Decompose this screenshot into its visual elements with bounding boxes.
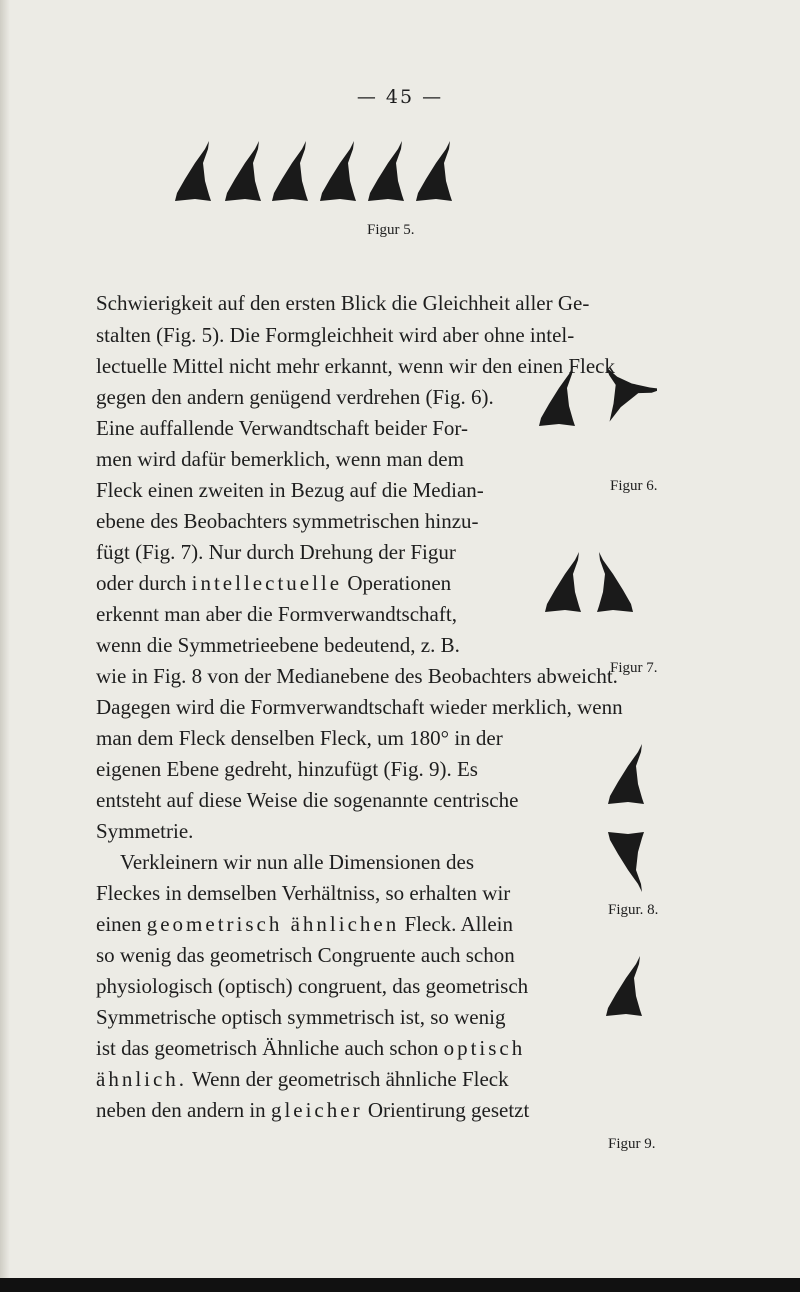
fig5-blot [272, 141, 308, 201]
emphasis-text: gleicher [270, 1098, 363, 1122]
text-line: erkennt man aber die Formverwandtschaft, [96, 602, 457, 626]
text-segment: Orientirung gesetzt [367, 1098, 530, 1122]
text-line: Dagegen wird die Formverwandtschaft wieder merklich, wenn [96, 695, 623, 719]
text-line [96, 909, 513, 939]
text-line: Symmetrische optisch symmetrisch ist, so wenig [96, 1005, 506, 1029]
text-line: gegen den andern genügend verdrehen (Fig. 6). [96, 385, 494, 409]
text-segment: neben den andern in [96, 1098, 266, 1122]
text-line: eigenen Ebene gedreht, hinzufügt (Fig. 9). Es [96, 757, 478, 781]
text-line: lectuelle Mittel nicht mehr erkannt, wenn wir den einen Fleck [96, 354, 615, 378]
text-line: Schwierigkeit auf den ersten Blick die Gleichheit aller Ge- [96, 291, 590, 315]
text-segment: einen [96, 912, 142, 936]
text-line: Fleckes in demselben Verhältniss, so erhalten wir [96, 881, 511, 905]
figure-8-caption: Figur. 8. [608, 902, 659, 918]
figure-5-caption: Figur 5. [367, 222, 415, 238]
emphasis-text: ähnlich. [96, 1067, 188, 1091]
text-line: wie in Fig. 8 von der Medianebene des Beobachters abweicht. [96, 664, 618, 688]
text-line [96, 1095, 529, 1125]
text-line: stalten (Fig. 5). Die Formgleichheit wird aber ohne intel- [96, 323, 575, 347]
text-line [96, 568, 451, 598]
text-line: fügt (Fig. 7). Nur durch Drehung der Figur [96, 540, 456, 564]
text-segment: oder durch [96, 571, 187, 595]
page-number: — 45 — [356, 86, 444, 108]
text-segment: Fleck. Allein [404, 912, 513, 936]
emphasis-text: geometrisch ähnlichen [146, 912, 400, 936]
page-edge [0, 0, 10, 1292]
text-line: physiologisch (optisch) congruent, das geometrisch [96, 974, 529, 998]
text-line: Eine auffallende Verwandtschaft beider For- [96, 416, 468, 440]
fig5-blot [225, 141, 261, 201]
text-line: ebene des Beobachters symmetrischen hinzu- [96, 509, 479, 533]
figure-7-caption: Figur 7. [610, 660, 658, 676]
fig5-blot [416, 141, 452, 201]
text-line: Verkleinern wir nun alle Dimensionen des [120, 850, 474, 874]
figure-5 [170, 136, 470, 206]
text-line: man dem Fleck denselben Fleck, um 180° in der [96, 726, 503, 750]
emphasis-text: optisch [443, 1036, 526, 1060]
text-segment: Wenn der geometrisch ähnliche Fleck [191, 1067, 509, 1091]
text-line: so wenig das geometrisch Congruente auch schon [96, 943, 515, 967]
figure-9 [588, 950, 668, 1120]
text-line: wenn die Symmetrieebene bedeutend, z. B. [96, 633, 460, 657]
text-line [96, 1033, 525, 1063]
bottom-rule [0, 1278, 800, 1292]
figure-8 [590, 738, 670, 898]
text-line [96, 1064, 509, 1094]
figure-6-caption: Figur 6. [610, 478, 658, 494]
text-line: Symmetrie. [96, 819, 194, 843]
emphasis-text: intellectuelle [191, 571, 343, 595]
fig5-blot [320, 141, 356, 201]
text-line: men wird dafür bemerklich, wenn man dem [96, 447, 464, 471]
fig5-blot [368, 141, 404, 201]
figure-7 [537, 540, 647, 620]
text-line: Fleck einen zweiten in Bezug auf die Median- [96, 478, 484, 502]
fig5-blot [175, 141, 211, 201]
text-line: entsteht auf diese Weise die sogenannte centrische [96, 788, 519, 812]
text-segment: Operationen [347, 571, 452, 595]
text-segment: ist das geometrisch Ähnliche auch schon [96, 1036, 439, 1060]
figure-9-caption: Figur 9. [608, 1136, 656, 1152]
